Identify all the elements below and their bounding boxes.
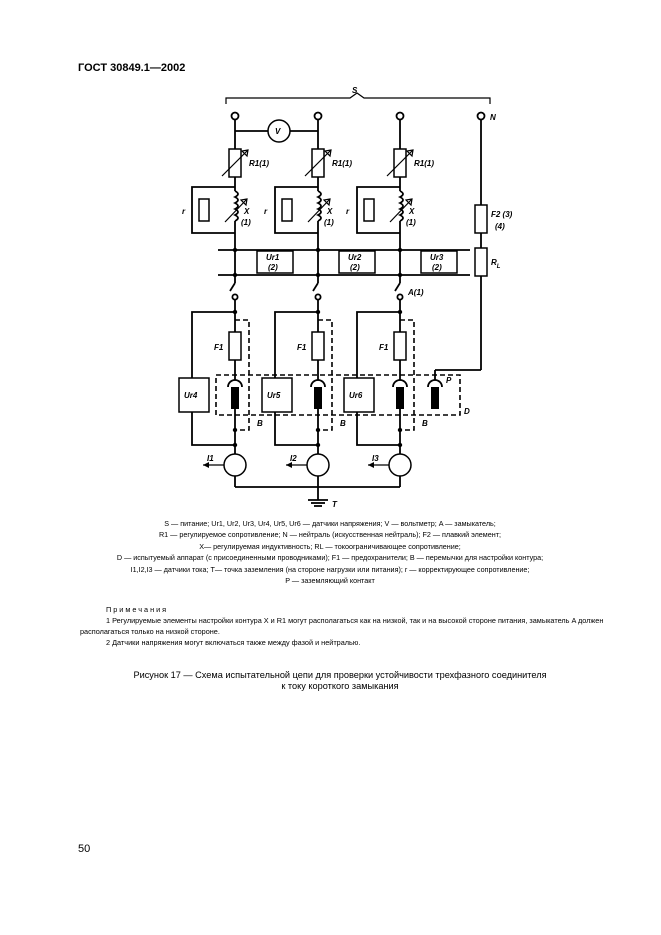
lower-phase-1: [179, 305, 249, 456]
inductance-note-2: (1): [324, 218, 334, 227]
sensor-ur6: Ur6: [349, 391, 363, 400]
note-item: 2 Датчики напряжения могут включаться также между фазой и нейтралью.: [106, 638, 361, 647]
current-sensors: [203, 454, 411, 487]
notes-title: Примечания: [106, 605, 169, 614]
neutral-branch: [452, 120, 487, 370]
resistor-label-1: R1(1): [249, 159, 270, 168]
sensor-ur2-note: (2): [350, 263, 360, 272]
bridge-label-3: B: [422, 419, 428, 428]
correction-resistor-label-3: r: [346, 207, 350, 216]
inductance-note-3: (1): [406, 218, 416, 227]
sensor-ur1: Ur1: [266, 253, 280, 262]
limiting-resistor-label: $R_L$: [491, 258, 501, 270]
figure-caption: [80, 670, 600, 692]
legend-line: S — питание; Ur1, Ur2, Ur3, Ur4, Ur5, Ur6 — датчики напряжения; V — вольтметр; A — замыкатель;: [164, 519, 496, 528]
sensor-ur3: Ur3: [430, 253, 444, 262]
fuse-link-note: (4): [495, 222, 505, 231]
sensor-ur1-note: (2): [268, 263, 278, 272]
supply-label: S: [352, 86, 358, 95]
resistor-label-2: R1(1): [332, 159, 353, 168]
note-item: 1 Регулируемые элементы настройки контура X и R1 могут располагаться как на низкой, так и на высокой стороне питания, замыкатель A должен располагаться только на низкой стороне.: [80, 616, 604, 636]
correction-resistor-label-1: r: [182, 207, 186, 216]
caption-line-1: Рисунок 17 — Схема испытательной цепи для проверки устойчивости трехфазного соединителя: [133, 670, 547, 680]
neutral-label: N: [490, 113, 496, 122]
fuse-label-1: F1: [214, 343, 224, 352]
correction-resistor-label-2: r: [264, 207, 268, 216]
supply-brace: [226, 93, 490, 104]
page-number: 50: [78, 843, 91, 855]
terminal-l3: [397, 113, 404, 120]
sensor-ur2: Ur2: [348, 253, 362, 262]
legend-line: R1 — регулируемое сопротивление; N — нейтраль (искусственная нейтраль); F2 — плавкий элемент;: [158, 530, 501, 540]
legend: [80, 518, 580, 586]
current-sensor-i1: I1: [207, 454, 214, 463]
device-under-test: [216, 375, 460, 415]
lower-phase-3: [344, 305, 414, 456]
earth-contact-label: P: [446, 376, 452, 385]
caption-line-2: к току короткого замыкания: [281, 681, 399, 691]
legend-line: P — заземляющий контакт: [285, 576, 375, 586]
device-label: D: [464, 407, 470, 416]
sensor-ur5: Ur5: [267, 391, 281, 400]
terminal-n: [478, 113, 485, 120]
inductance-note-1: (1): [241, 218, 251, 227]
bridge-label-2: B: [340, 419, 346, 428]
voltmeter-label: V: [275, 127, 281, 136]
sensor-ur4: Ur4: [184, 391, 198, 400]
closer-label: A(1): [408, 288, 424, 297]
legend-line: X— регулируемая индуктивность; RL — токоограничивающее сопротивление;: [199, 541, 461, 551]
phase-1: [192, 120, 248, 283]
current-sensor-i3: I3: [372, 454, 379, 463]
terminal-l2: [315, 113, 322, 120]
standard-header: ГОСТ 30849.1—2002: [78, 62, 186, 74]
current-sensor-i2: I2: [290, 454, 297, 463]
inductance-label-3: X: [409, 207, 415, 216]
inductance-label-2: X: [327, 207, 333, 216]
earth-point-label: T: [332, 500, 337, 509]
fuse-label-3: F1: [379, 343, 389, 352]
sensor-ur3-note: (2): [432, 263, 442, 272]
lower-phase-2: [262, 305, 332, 456]
legend-line: I1,I2,I3 — датчики тока; T— точка заземления (на стороне нагрузки или питания); r — корректирующее сопротивление;: [130, 564, 530, 574]
fuse-link-label: F2 (3): [491, 210, 513, 219]
terminal-l1: [232, 113, 239, 120]
fuse-label-2: F1: [297, 343, 307, 352]
legend-line: D — испытуемый аппарат (с присоединенными проводниками); F1 — предохранители; B — перемычки для настройки контура;: [116, 553, 544, 563]
closers: [230, 283, 403, 305]
inductance-label-1: X: [244, 207, 250, 216]
resistor-label-3: R1(1): [414, 159, 435, 168]
earth-symbol: [308, 487, 328, 506]
notes: [80, 604, 620, 648]
bridge-label-1: B: [257, 419, 263, 428]
